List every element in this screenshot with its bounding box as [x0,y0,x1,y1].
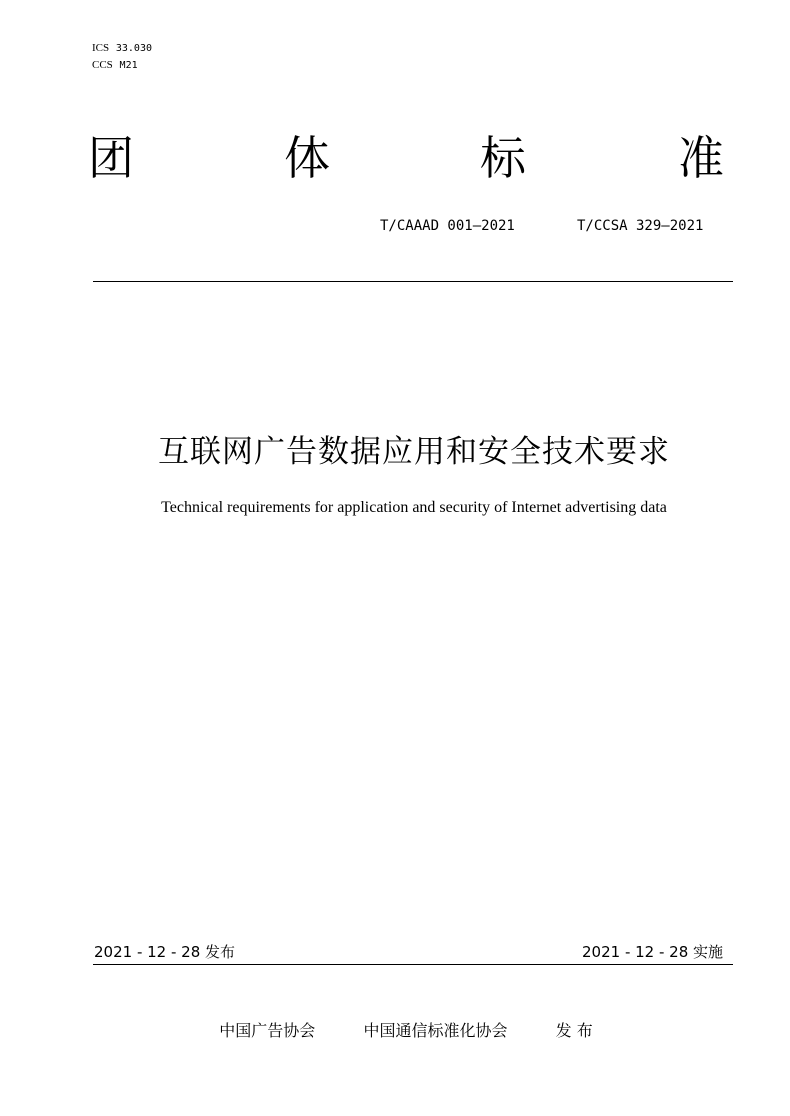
document-title-zh: 互联网广告数据应用和安全技术要求 [158,434,670,470]
standard-type-char-4: 准 [678,131,724,185]
ics-line [92,40,152,57]
publisher-china-advertising-association: 中国广告协会 [219,1021,316,1040]
bottom-divider [93,964,733,965]
top-divider [93,281,733,282]
standard-number-ccsa: T/CCSA 329—2021 [577,218,704,234]
ics-code: 33.030 [115,43,152,54]
standard-type-char-3: 标 [480,131,526,185]
publish-date: 2021 - 12 - 28 发布 [94,943,236,961]
ccs-label: CCS [92,59,113,71]
standard-type-heading [88,130,728,190]
ccs-line [92,57,152,74]
publisher-ccsa: 中国通信标准化协会 [363,1021,508,1040]
implement-date: 2021 - 12 - 28 实施 [582,943,724,961]
standard-type-char-2: 体 [284,131,330,185]
ccs-code: M21 [119,60,138,71]
publish-action: 发 布 [555,1021,593,1040]
standard-number-caaad: T/CAAAD 001—2021 [380,218,515,234]
publishers-line [0,1020,790,1042]
standard-type-char-1: 团 [88,131,134,185]
classification-codes [92,40,152,74]
document-title-en: Technical requirements for application and security of Internet advertising data [161,499,667,516]
ics-label: ICS [92,42,110,54]
